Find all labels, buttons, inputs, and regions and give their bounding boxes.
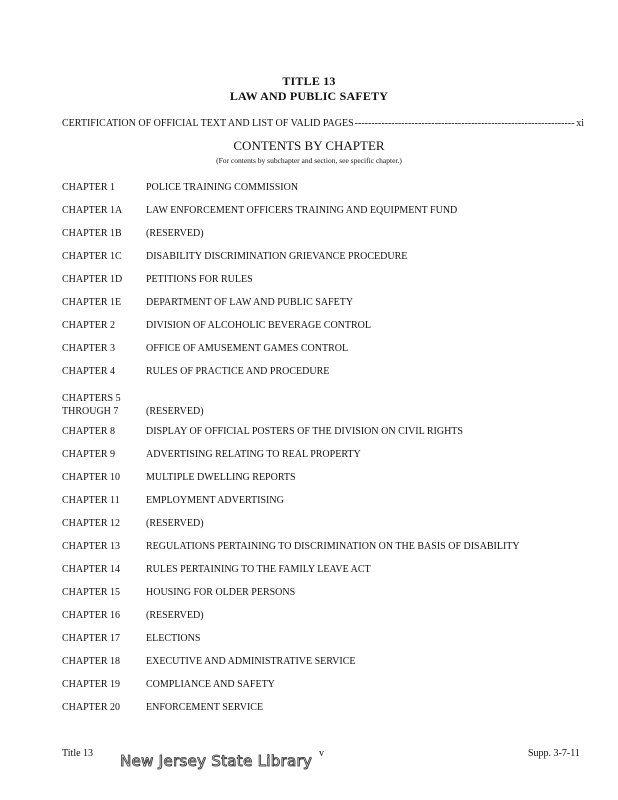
- chapter-number: CHAPTER 2: [62, 320, 116, 331]
- chapter-name: DIVISION OF ALCOHOLIC BEVERAGE CONTROL: [146, 320, 371, 331]
- chapter-number: CHAPTER 1: [62, 182, 116, 193]
- chapter-number: CHAPTER 9: [62, 449, 116, 460]
- chapter-number: CHAPTER 1E: [62, 297, 122, 308]
- chapter-name: (RESERVED): [146, 406, 204, 417]
- chapter-name: RULES PERTAINING TO THE FAMILY LEAVE ACT: [146, 564, 371, 575]
- chapter-name: ADVERTISING RELATING TO REAL PROPERTY: [146, 449, 361, 460]
- title-number: TITLE 13: [282, 74, 336, 88]
- chapter-number: CHAPTER 8: [62, 426, 116, 437]
- contents-note: (For contents by subchapter and section, see specific chapter.): [216, 156, 402, 165]
- chapter-number: CHAPTER 1B: [62, 228, 122, 239]
- chapter-name: MULTIPLE DWELLING REPORTS: [146, 472, 296, 483]
- chapter-number: CHAPTER 13: [62, 541, 121, 552]
- chapter-number: CHAPTERS 5: [62, 393, 121, 404]
- certification-page: xi: [576, 118, 584, 129]
- certification-text: CERTIFICATION OF OFFICIAL TEXT AND LIST OF VALID PAGES: [62, 118, 354, 129]
- title-name: LAW AND PUBLIC SAFETY: [229, 89, 389, 103]
- chapter-number: CHAPTER 1A: [62, 205, 123, 216]
- chapter-number: CHAPTER 17: [62, 633, 121, 644]
- chapter-number: CHAPTER 10: [62, 472, 121, 483]
- chapter-name: EXECUTIVE AND ADMINISTRATIVE SERVICE: [146, 656, 356, 667]
- chapter-name: HOUSING FOR OLDER PERSONS: [146, 587, 296, 598]
- chapter-name: DISABILITY DISCRIMINATION GRIEVANCE PROCEDURE: [146, 251, 408, 262]
- chapter-number: CHAPTER 3: [62, 343, 116, 354]
- chapter-name: LAW ENFORCEMENT OFFICERS TRAINING AND EQUIPMENT FUND: [146, 205, 458, 216]
- chapter-number: CHAPTER 4: [62, 366, 116, 377]
- chapter-name: REGULATIONS PERTAINING TO DISCRIMINATION ON THE BASIS OF DISABILITY: [146, 541, 520, 552]
- chapter-name: PETITIONS FOR RULES: [146, 274, 253, 285]
- chapter-name: ENFORCEMENT SERVICE: [146, 702, 264, 713]
- chapter-name: ELECTIONS: [146, 633, 201, 644]
- certification-line: [62, 118, 584, 129]
- chapter-name: DEPARTMENT OF LAW AND PUBLIC SAFETY: [146, 297, 354, 308]
- footer-page-number: v: [319, 748, 324, 759]
- footer-supplement-date: Supp. 3-7-11: [528, 748, 580, 759]
- chapter-number: CHAPTER 19: [62, 679, 121, 690]
- chapter-number: CHAPTER 15: [62, 587, 121, 598]
- chapter-number: CHAPTER 20: [62, 702, 121, 713]
- chapter-name: (RESERVED): [146, 228, 204, 239]
- chapter-number: CHAPTER 12: [62, 518, 121, 529]
- chapter-name: OFFICE OF AMUSEMENT GAMES CONTROL: [146, 343, 349, 354]
- chapter-name: POLICE TRAINING COMMISSION: [146, 182, 299, 193]
- chapter-name: (RESERVED): [146, 518, 204, 529]
- chapter-name: DISPLAY OF OFFICIAL POSTERS OF THE DIVISION ON CIVIL RIGHTS: [146, 426, 463, 437]
- chapter-number: CHAPTER 14: [62, 564, 121, 575]
- chapter-number: CHAPTER 18: [62, 656, 121, 667]
- leader-dashes: [355, 118, 576, 129]
- chapter-number: CHAPTER 11: [62, 495, 120, 506]
- chapter-name: RULES OF PRACTICE AND PROCEDURE: [146, 366, 330, 377]
- contents-heading: CONTENTS BY CHAPTER: [233, 138, 385, 153]
- chapter-number: CHAPTER 1C: [62, 251, 122, 262]
- chapter-number: CHAPTER 16: [62, 610, 121, 621]
- chapter-name: COMPLIANCE AND SAFETY: [146, 679, 275, 690]
- chapter-number: CHAPTER 1D: [62, 274, 123, 285]
- chapter-name: EMPLOYMENT ADVERTISING: [146, 495, 284, 506]
- library-stamp: New Jersey State Library: [120, 752, 313, 770]
- chapter-name: (RESERVED): [146, 610, 204, 621]
- footer-title: Title 13: [62, 748, 94, 759]
- chapter-number-continued: THROUGH 7: [62, 406, 119, 417]
